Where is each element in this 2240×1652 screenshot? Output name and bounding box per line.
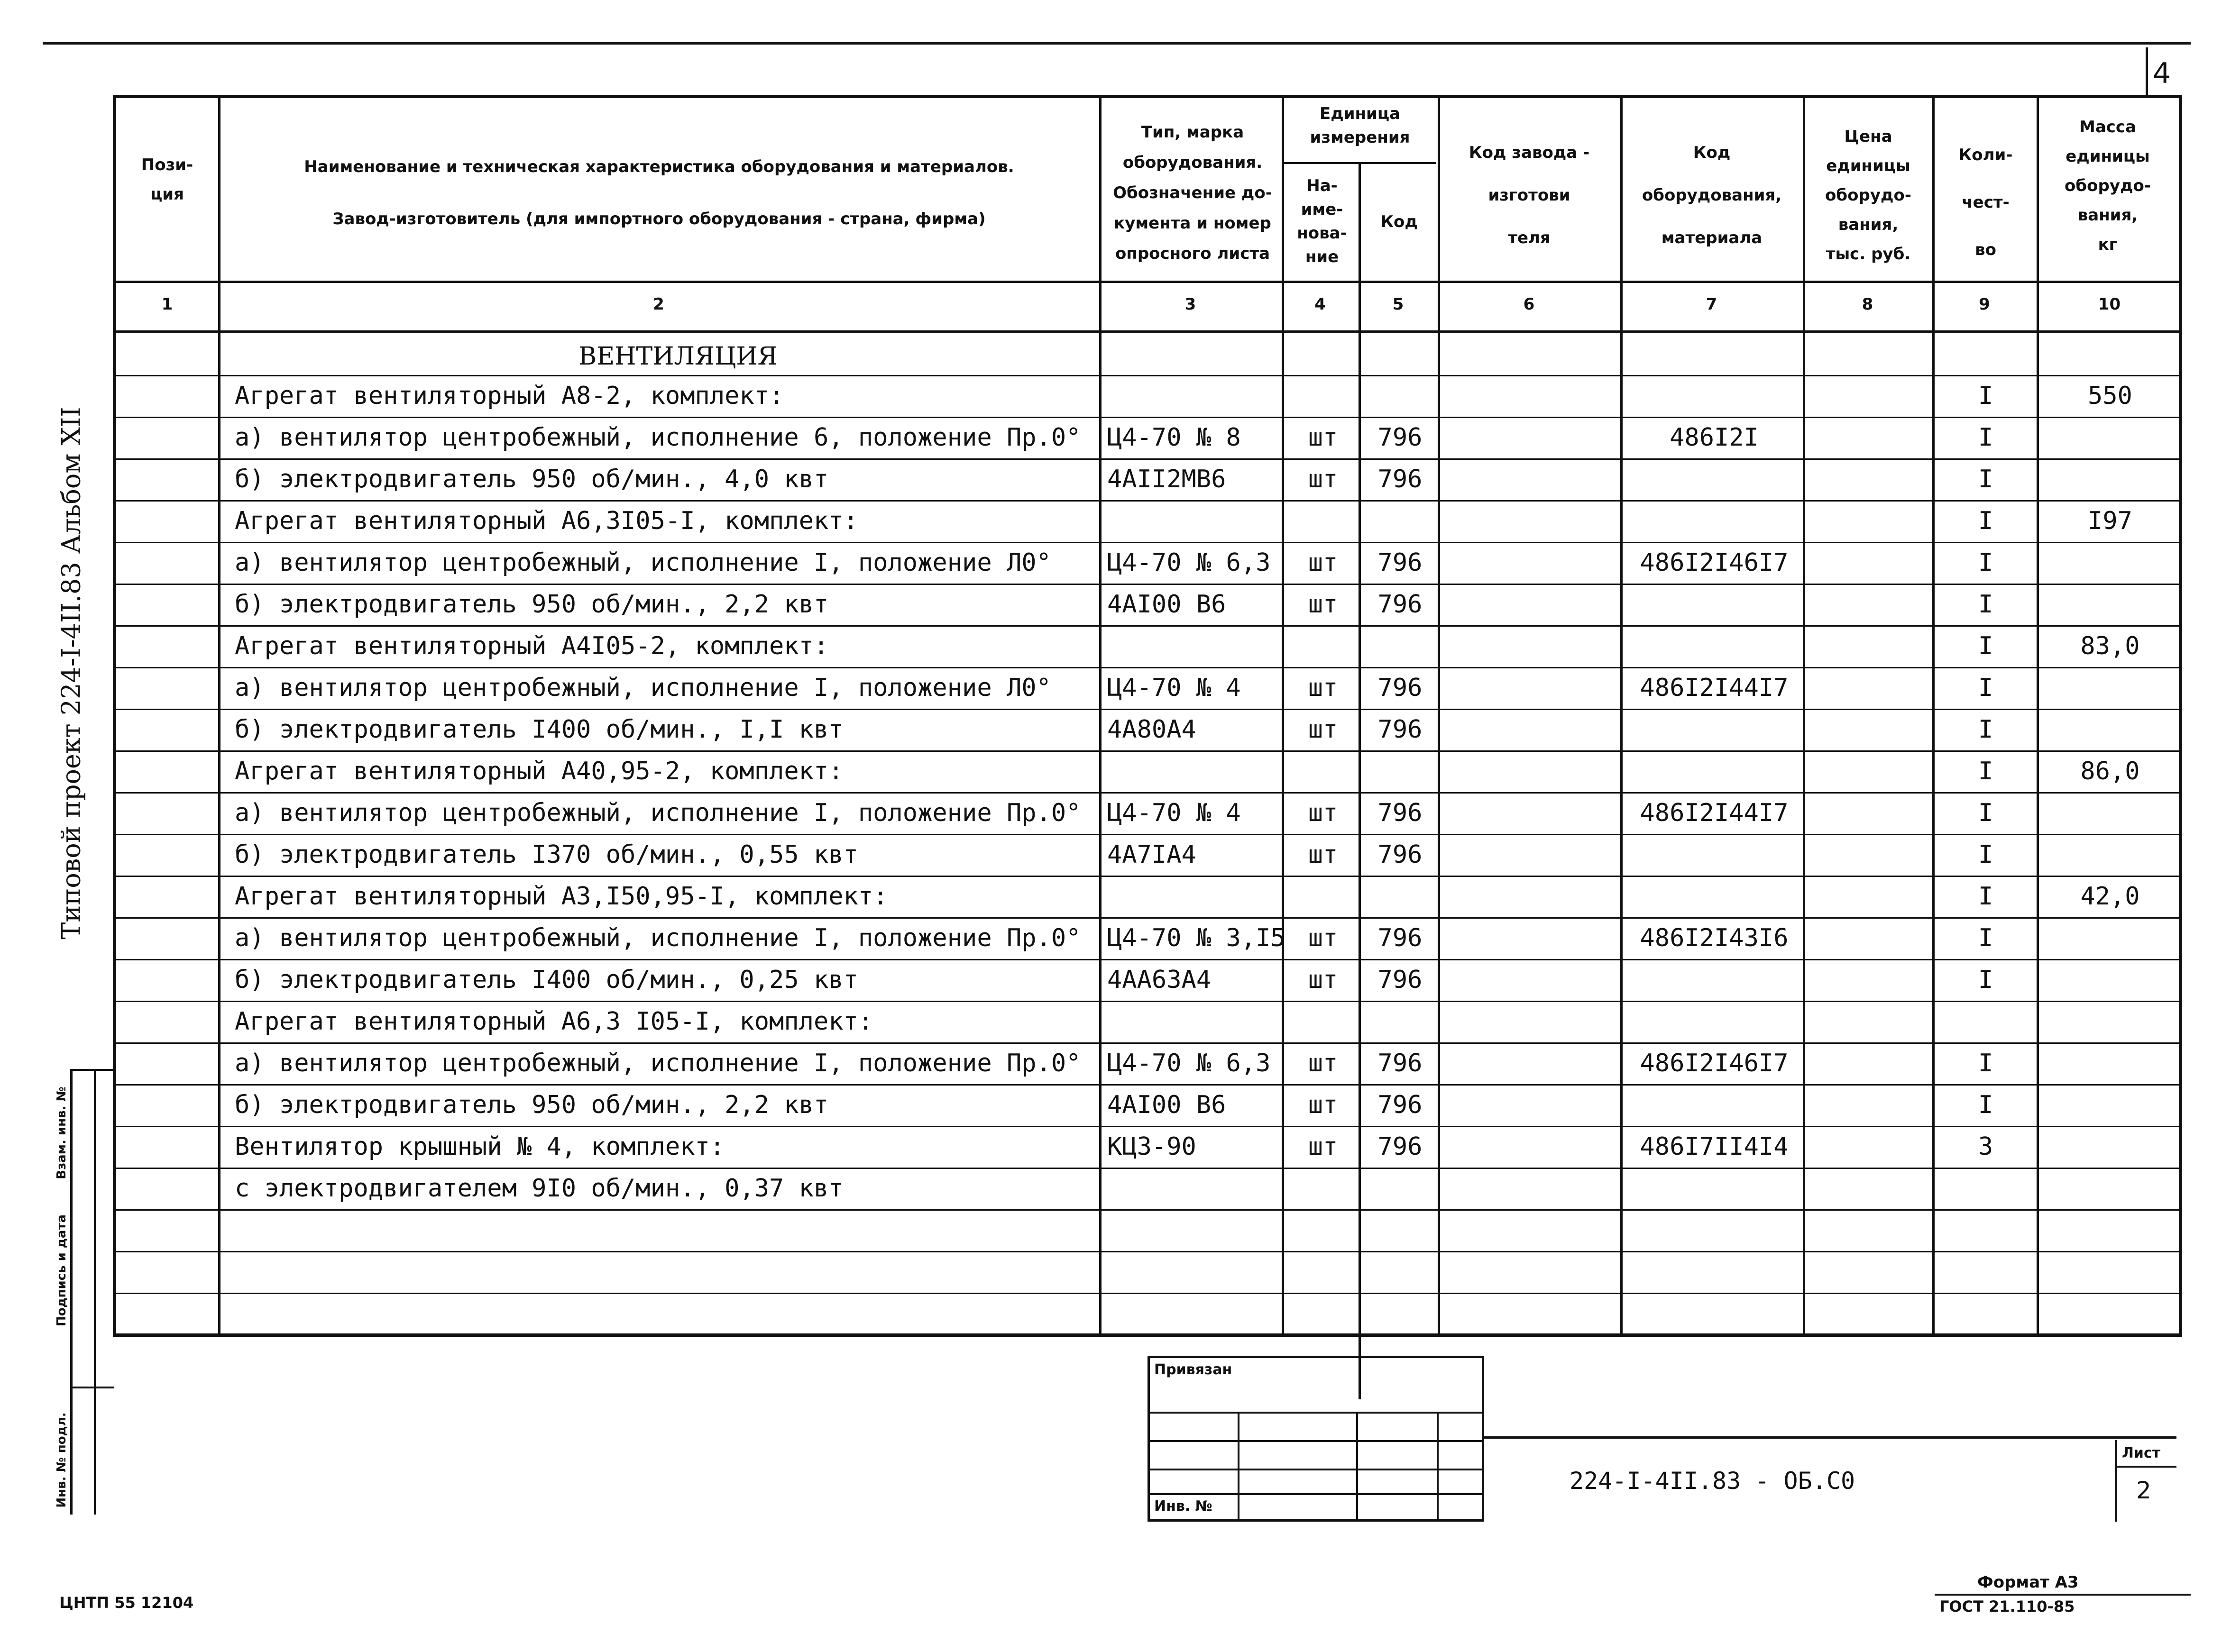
column-divider [2037, 98, 2039, 1335]
row-divider [116, 667, 2179, 668]
row-name: а) вентилятор центробежный, исполнение I, положение Пр.0° [235, 924, 1081, 952]
row-unit: шт [1308, 548, 1338, 577]
column-number: 2 [653, 295, 664, 314]
column-number: 1 [161, 295, 173, 314]
side-label-signature: Подпись и дата [55, 1214, 69, 1327]
row-name: б) электродвигатель 950 об/мин., 2,2 квт [235, 1091, 829, 1119]
column-number: 4 [1314, 295, 1326, 314]
side-label-inv-replace: Взам. инв. № [55, 1086, 69, 1179]
footer-format: Формат А3 [1977, 1573, 2079, 1592]
row-name: б) электродвигатель 950 об/мин., 4,0 квт [235, 465, 829, 493]
row-type: 4АI00 В6 [1107, 590, 1226, 619]
row-type: 4А80А4 [1107, 715, 1196, 744]
row-unit: шт [1308, 423, 1338, 452]
sheet-number: 2 [2136, 1477, 2151, 1504]
column-number: 5 [1392, 295, 1404, 314]
side-label-inv-original: Инв. № подл. [55, 1412, 69, 1508]
row-unit: шт [1308, 924, 1338, 952]
row-divider [116, 834, 2179, 835]
row-divider [116, 1168, 2179, 1169]
row-type: Ц4-70 № 8 [1107, 423, 1241, 452]
row-unit-code: 796 [1377, 674, 1423, 702]
row-quantity: I [1978, 757, 1993, 785]
header-position: Пози- ция [141, 155, 193, 204]
row-equipment-code: 486I2I46I7 [1640, 548, 1789, 577]
row-quantity: I [1978, 465, 1993, 493]
row-type: 4АI00 В6 [1107, 1091, 1226, 1119]
header-name: Наименование и техническая характеристика оборудования и материалов. Завод-изготовитель (для импортного оборудования - страна, фирма) [304, 157, 1014, 228]
row-name: а) вентилятор центробежный, исполнение 6, положение Пр.0° [235, 423, 1081, 452]
row-unit: шт [1308, 840, 1338, 869]
row-unit: шт [1308, 1132, 1338, 1161]
row-type: КЦ3-90 [1107, 1132, 1196, 1161]
row-divider [116, 959, 2179, 960]
row-divider [116, 792, 2179, 794]
row-quantity: 3 [1978, 1132, 1993, 1161]
column-number: 10 [2098, 295, 2121, 314]
column-divider [1282, 98, 1284, 1335]
footer-left: ЦНТП 55 12104 [59, 1594, 194, 1612]
column-divider [1620, 98, 1623, 1335]
column-divider [218, 98, 220, 1335]
section-title: ВЕНТИЛЯЦИЯ [578, 342, 778, 371]
row-unit-code: 796 [1377, 548, 1423, 577]
row-unit-code: 796 [1377, 799, 1423, 827]
row-name: б) электродвигатель 950 об/мин., 2,2 квт [235, 590, 829, 619]
column-number: 9 [1979, 295, 1990, 314]
row-type: 4АА63А4 [1107, 966, 1212, 994]
row-divider [116, 1126, 2179, 1127]
row-unit-code: 796 [1377, 715, 1423, 744]
title-block [1148, 1356, 2176, 1522]
row-unit: шт [1308, 1091, 1338, 1119]
row-name: б) электродвигатель I400 об/мин., 0,25 квт [235, 966, 858, 994]
header-type: Тип, марка оборудования. Обозначение до- кумента и номер опросного листа [1113, 123, 1272, 263]
column-number: 7 [1706, 295, 1717, 314]
row-divider [116, 1209, 2179, 1211]
row-type: 4А7IА4 [1107, 840, 1196, 869]
row-equipment-code: 486I2I44I7 [1640, 799, 1789, 827]
row-unit-code: 796 [1377, 1132, 1423, 1161]
row-mass: 83,0 [2080, 632, 2140, 660]
row-equipment-code: 486I2I43I6 [1640, 924, 1789, 952]
top-rule [43, 42, 2191, 45]
row-quantity: I [1978, 1049, 1993, 1077]
row-unit: шт [1308, 465, 1338, 493]
row-unit-code: 796 [1377, 465, 1423, 493]
row-mass: I97 [2088, 507, 2132, 535]
stamp-column [70, 1069, 114, 1515]
row-type: 4АII2МВ6 [1107, 465, 1226, 493]
header-unit-group: Единица измерения [1310, 104, 1410, 147]
row-equipment-code: 486I2I [1670, 423, 1759, 452]
row-divider [116, 584, 2179, 585]
row-quantity: I [1978, 632, 1993, 660]
header-price: Цена единицы оборудо- вания, тыс. руб. [1825, 127, 1911, 264]
row-equipment-code: 486I2I44I7 [1640, 674, 1789, 702]
row-name: Агрегат вентиляторный А6,3I05-I, комплект: [235, 507, 858, 535]
row-quantity: I [1978, 548, 1993, 577]
row-divider [116, 417, 2179, 418]
row-divider [116, 1293, 2179, 1294]
row-type: Ц4-70 № 6,3 [1107, 1049, 1271, 1077]
row-mass: 86,0 [2080, 757, 2140, 785]
row-quantity: I [1978, 715, 1993, 744]
row-quantity: I [1978, 382, 1993, 410]
row-unit-code: 796 [1377, 1091, 1423, 1119]
row-unit: шт [1308, 590, 1338, 619]
sheet-label: Лист [2122, 1445, 2161, 1461]
equipment-table [113, 95, 2182, 1337]
row-equipment-code: 486I7II4I4 [1640, 1132, 1789, 1161]
column-number: 3 [1184, 295, 1196, 314]
row-divider [116, 750, 2179, 752]
column-divider [1359, 162, 1361, 1399]
column-number: 8 [1862, 295, 1873, 314]
row-type: Ц4-70 № 4 [1107, 674, 1241, 702]
row-divider [116, 375, 2179, 376]
row-quantity: I [1978, 966, 1993, 994]
row-type: Ц4-70 № 4 [1107, 799, 1241, 827]
row-unit: шт [1308, 1049, 1338, 1077]
row-unit-code: 796 [1377, 423, 1423, 452]
row-unit: шт [1308, 966, 1338, 994]
row-name: б) электродвигатель I370 об/мин., 0,55 квт [235, 840, 858, 869]
row-quantity: I [1978, 1091, 1993, 1119]
row-unit-code: 796 [1377, 966, 1423, 994]
row-unit-code: 796 [1377, 840, 1423, 869]
row-type: Ц4-70 № 6,3 [1107, 548, 1271, 577]
header-unit-code: Код [1380, 212, 1418, 231]
row-quantity: I [1978, 924, 1993, 952]
row-name: а) вентилятор центробежный, исполнение I, положение Пр.0° [235, 1049, 1081, 1077]
row-mass: 550 [2088, 382, 2132, 410]
inv-number-label: Инв. № [1154, 1498, 1212, 1515]
row-name: Агрегат вентиляторный А3,I50,95-I, комплект: [235, 882, 888, 911]
row-divider [116, 1001, 2179, 1002]
row-divider [116, 1251, 2179, 1252]
row-name: а) вентилятор центробежный, исполнение I, положение Л0° [235, 548, 1051, 577]
document-code: 224-I-4II.83 - ОБ.С0 [1570, 1467, 1855, 1495]
row-quantity: I [1978, 674, 1993, 702]
row-equipment-code: 486I2I46I7 [1640, 1049, 1789, 1077]
row-divider [116, 876, 2179, 877]
row-name: а) вентилятор центробежный, исполнение I, положение Пр.0° [235, 799, 1081, 827]
footer-rule [1935, 1594, 2191, 1596]
row-name: Агрегат вентиляторный А40,95-2, комплект: [235, 757, 844, 785]
row-divider [116, 1084, 2179, 1086]
row-mass: 42,0 [2080, 882, 2140, 911]
header-equipment-code: Код оборудования, материала [1642, 143, 1782, 247]
row-unit-code: 796 [1377, 590, 1423, 619]
row-unit: шт [1308, 715, 1338, 744]
row-divider [116, 625, 2179, 627]
row-unit: шт [1308, 674, 1338, 702]
row-name: Вентилятор крышный № 4, комплект: [235, 1132, 725, 1161]
footer-gost: ГОСТ 21.110-85 [1939, 1597, 2075, 1615]
page-number-rule [2146, 47, 2148, 95]
row-quantity: I [1978, 840, 1993, 869]
row-name: а) вентилятор центробежный, исполнение I, положение Л0° [235, 674, 1051, 702]
row-quantity: I [1978, 590, 1993, 619]
row-name: Агрегат вентиляторный А4I05-2, комплект: [235, 632, 829, 660]
header-unit-name: На- име- нова- ние [1297, 176, 1347, 266]
row-divider [116, 458, 2179, 460]
row-divider [116, 1042, 2179, 1044]
row-name: Агрегат вентиляторный А8-2, комплект: [235, 382, 784, 410]
privyazan-label: Привязан [1154, 1361, 1232, 1378]
row-divider [116, 1334, 2179, 1336]
header-mass: Масса единицы оборудо- вания, кг [2065, 118, 2151, 254]
row-type: Ц4-70 № 3,I5 [1107, 924, 1285, 952]
row-unit-code: 796 [1377, 924, 1423, 952]
row-quantity: I [1978, 882, 1993, 911]
row-unit: шт [1308, 799, 1338, 827]
row-divider [116, 709, 2179, 710]
page-number: 4 [2153, 57, 2171, 90]
row-quantity: I [1978, 423, 1993, 452]
row-name: с электродвигателем 9I0 об/мин., 0,37 квт [235, 1174, 844, 1203]
column-number: 6 [1523, 295, 1535, 314]
header-plant-code: Код завода - изготови теля [1469, 143, 1590, 247]
row-name: Агрегат вентиляторный А6,3 I05-I, комплект: [235, 1007, 873, 1036]
side-project-title: Типовой проект 224-I-4II.83 Альбом XII [56, 407, 86, 940]
row-divider [116, 917, 2179, 919]
row-quantity: I [1978, 507, 1993, 535]
row-unit-code: 796 [1377, 1049, 1423, 1077]
row-divider [116, 500, 2179, 502]
header-quantity: Коли- чест- во [1958, 146, 2013, 259]
row-divider [116, 542, 2179, 543]
row-name: б) электродвигатель I400 об/мин., I,I квт [235, 715, 844, 744]
column-divider [1099, 98, 1102, 1335]
row-quantity: I [1978, 799, 1993, 827]
